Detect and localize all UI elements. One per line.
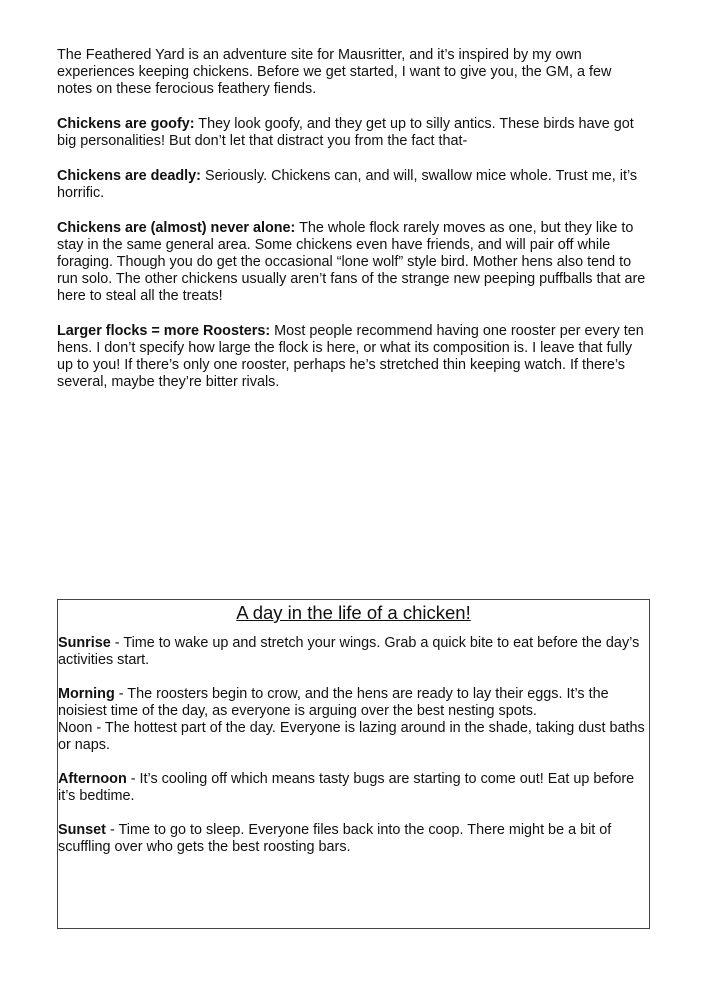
note-deadly — [57, 168, 647, 202]
entry-text: - Time to go to sleep. Everyone files back into the coop. There might be a bit of scuffling over who gets the best roosting bars. — [58, 822, 612, 855]
day-in-the-life-box — [57, 599, 650, 929]
note-title: Chickens are goofy: — [57, 116, 195, 132]
note-title: Chickens are (almost) never alone: — [57, 220, 296, 236]
entry-text: - It’s cooling off which means tasty bugs are starting to come out! Eat up before it’s bedtime. — [58, 771, 635, 804]
entry-sunset — [58, 822, 649, 856]
entry-morning — [58, 686, 649, 720]
note-text: Seriously. Chickens can, and will, swallow mice whole. Trust me, it’s horrific. — [57, 168, 638, 201]
entry-time: Morning — [58, 686, 115, 702]
note-title: Larger flocks = more Roosters: — [57, 323, 271, 339]
note-text: Most people recommend having one rooster per every ten hens. I don’t specify how large the flock is here, or what its composition is. I leave that fully up to you! If there’s only one rooster, perhaps he’s stretched thin keeping watch. If there’s several, maybe they’re bitter rivals. — [57, 323, 644, 390]
box-title: A day in the life of a chicken! — [236, 602, 471, 623]
entry-text: - Time to wake up and stretch your wings. Grab a quick bite to eat before the day’s activities start. — [58, 635, 640, 668]
note-title: Chickens are deadly: — [57, 168, 201, 184]
note-text: The whole flock rarely moves as one, but they like to stay in the same general area. Some chickens even have friends, and will pair off while foraging. Though you do get the occasional “lone wolf” style bird. Mother hens also tend to run solo. The other chickens usually aren’t fans of the strange new peeping puffballs that are here to steal all the treats! — [57, 220, 646, 304]
entry-text: - The roosters begin to crow, and the hens are ready to lay their eggs. It’s the noisiest time of the day, as everyone is arguing over the best nesting spots. — [58, 686, 609, 719]
entry-time: Sunrise — [58, 635, 111, 651]
note-goofy — [57, 116, 647, 150]
entry-afternoon — [58, 771, 649, 805]
entry-time: Noon — [58, 720, 93, 736]
entry-noon — [58, 720, 649, 754]
note-never-alone — [57, 220, 647, 305]
entry-text: - The hottest part of the day. Everyone is lazing around in the shade, taking dust baths or naps. — [58, 720, 645, 753]
notes-section — [57, 47, 647, 409]
entry-time: Afternoon — [58, 771, 127, 787]
entry-time: Sunset — [58, 822, 106, 838]
intro-paragraph: The Feathered Yard is an adventure site for Mausritter, and it’s inspired by my own experiences keeping chickens. Before we get started, I want to give you, the GM, a few notes on these ferocious feathery fiends. — [57, 47, 612, 97]
note-roosters — [57, 323, 647, 391]
note-text: They look goofy, and they get up to silly antics. These birds have got big personalities! But don’t let that distract you from the fact that- — [57, 116, 634, 149]
entry-sunrise — [58, 635, 649, 669]
